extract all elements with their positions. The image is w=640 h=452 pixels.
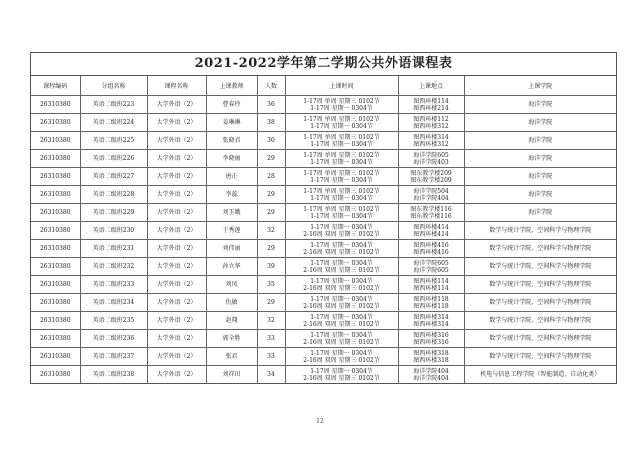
group-name-cell: 英语二级班237	[80, 348, 147, 366]
count-cell: 32	[257, 312, 285, 330]
time-cell	[285, 330, 398, 348]
table-row	[31, 132, 616, 150]
teacher-cell: 张晓君	[206, 132, 257, 150]
count-cell: 29	[257, 204, 285, 222]
course-name-cell: 大学外语（2）	[147, 168, 206, 186]
course-name-cell: 大学外语（2）	[147, 222, 206, 240]
college-cell: 数学与统计学院、空间科学与物理学院	[464, 258, 616, 276]
course-name-cell: 大学外语（2）	[147, 132, 206, 150]
place-line: 图西环楼414	[413, 223, 449, 231]
group-name-cell: 英语二级班238	[80, 366, 147, 384]
place-line: 图西环楼316	[413, 331, 449, 339]
time-line: 1-17周 星期一 0304节	[310, 313, 373, 321]
time-line: 1-17周 单周 星期三 0102节	[303, 97, 380, 105]
time-cell	[285, 186, 398, 204]
place-line: 图东教学楼209	[410, 169, 452, 177]
count-cell: 28	[257, 168, 285, 186]
group-name-cell: 英语二级班235	[80, 312, 147, 330]
time-line: 1-17周 星期一 0304节	[310, 194, 373, 202]
group-name-cell: 英语二级班236	[80, 330, 147, 348]
time-cell	[285, 96, 398, 114]
course-code-cell: 26310380	[31, 312, 80, 330]
teacher-cell: 唐正	[206, 168, 257, 186]
table-row	[31, 204, 616, 222]
place-line: 图西环楼416	[413, 241, 449, 249]
place-cell	[398, 330, 464, 348]
place-line: 图西环楼314	[413, 320, 449, 328]
place-line: 海洋学院404	[413, 374, 449, 382]
header-row	[31, 76, 616, 96]
count-cell: 35	[257, 276, 285, 294]
teacher-cell: 曹春玲	[206, 96, 257, 114]
table-row	[31, 240, 616, 258]
place-line: 图西环楼416	[413, 248, 449, 256]
page-number: 12	[316, 418, 324, 425]
teacher-cell: 李蕊	[206, 186, 257, 204]
header-teacher: 上课教师	[206, 76, 257, 96]
count-cell: 29	[257, 240, 285, 258]
header-place: 上课地点	[398, 76, 464, 96]
count-cell: 30	[257, 132, 285, 150]
course-code-cell: 26310380	[31, 294, 80, 312]
place-line: 海洋学院605	[413, 266, 449, 274]
time-cell	[285, 150, 398, 168]
table-row	[31, 222, 616, 240]
teacher-cell: 孙立华	[206, 258, 257, 276]
schedule-table	[31, 76, 616, 383]
place-cell	[398, 132, 464, 150]
time-cell	[285, 204, 398, 222]
college-cell: 数学与统计学院、空间科学与物理学院	[464, 330, 616, 348]
college-cell: 海洋学院	[464, 204, 616, 222]
time-line: 1-17周 星期一 0304节	[310, 176, 373, 184]
place-line: 图西环楼312	[413, 140, 449, 148]
group-name-cell: 英语二级班228	[80, 186, 147, 204]
table-row	[31, 168, 616, 186]
time-line: 1-17周 单周 星期三 0102节	[303, 169, 380, 177]
college-cell: 海洋学院	[464, 186, 616, 204]
table-row	[31, 312, 616, 330]
count-cell: 38	[257, 114, 285, 132]
teacher-cell: 姜琳琳	[206, 114, 257, 132]
place-cell	[398, 240, 464, 258]
group-name-cell: 英语二级班233	[80, 276, 147, 294]
course-name-cell: 大学外语（2）	[147, 150, 206, 168]
count-cell: 34	[257, 366, 285, 384]
time-line: 2-16周 双周 星期三 0102节	[303, 374, 380, 382]
college-cell: 数学与统计学院、空间科学与物理学院	[464, 348, 616, 366]
time-cell	[285, 348, 398, 366]
course-code-cell: 26310380	[31, 330, 80, 348]
course-name-cell: 大学外语（2）	[147, 258, 206, 276]
place-cell	[398, 258, 464, 276]
time-line: 2-16周 双周 星期三 0102节	[303, 338, 380, 346]
group-name-cell: 英语二级班223	[80, 96, 147, 114]
group-name-cell: 英语二级班232	[80, 258, 147, 276]
course-name-cell: 大学外语（2）	[147, 186, 206, 204]
place-line: 海洋学院404	[413, 194, 449, 202]
table-row	[31, 258, 616, 276]
time-line: 1-17周 单周 星期三 0102节	[303, 205, 380, 213]
table-row	[31, 114, 616, 132]
header-time: 上课时间	[285, 76, 398, 96]
time-cell	[285, 294, 398, 312]
place-line: 图西环楼214	[413, 104, 449, 112]
header-group-name: 分组名称	[80, 76, 147, 96]
college-cell: 数学与统计学院、空间科学与物理学院	[464, 294, 616, 312]
college-cell: 数学与统计学院、空间科学与物理学院	[464, 276, 616, 294]
place-line: 图西环楼118	[413, 295, 449, 303]
table-row	[31, 366, 616, 384]
group-name-cell: 英语二级班224	[80, 114, 147, 132]
place-line: 图西环楼316	[413, 338, 449, 346]
course-name-cell: 大学外语（2）	[147, 312, 206, 330]
college-cell: 数学与统计学院、空间科学与物理学院	[464, 222, 616, 240]
course-code-cell: 26310380	[31, 114, 80, 132]
time-line: 1-17周 星期一 0304节	[310, 241, 373, 249]
time-cell	[285, 312, 398, 330]
time-line: 1-17周 星期一 0304节	[310, 122, 373, 130]
course-name-cell: 大学外语（2）	[147, 114, 206, 132]
group-name-cell: 英语二级班227	[80, 168, 147, 186]
course-name-cell: 大学外语（2）	[147, 276, 206, 294]
count-cell: 33	[257, 330, 285, 348]
place-line: 图西环楼318	[413, 349, 449, 357]
course-code-cell: 26310380	[31, 186, 80, 204]
time-line: 1-17周 单周 星期三 0102节	[303, 133, 380, 141]
place-line: 图西环楼318	[413, 356, 449, 364]
place-cell	[398, 96, 464, 114]
header-course-code: 课程编码	[31, 76, 80, 96]
place-cell	[398, 150, 464, 168]
course-code-cell: 26310380	[31, 258, 80, 276]
count-cell: 29	[257, 186, 285, 204]
time-line: 1-17周 单周 星期三 0102节	[303, 115, 380, 123]
course-code-cell: 26310380	[31, 132, 80, 150]
time-line: 1-17周 星期一 0304节	[310, 349, 373, 357]
header-college: 上课学院	[464, 76, 616, 96]
place-line: 海洋学院605	[413, 151, 449, 159]
place-cell	[398, 222, 464, 240]
group-name-cell: 英语二级班231	[80, 240, 147, 258]
place-line: 图东教学楼116	[410, 205, 452, 213]
place-line: 图西环楼114	[413, 277, 449, 285]
count-cell: 33	[257, 348, 285, 366]
place-line: 图西环楼118	[413, 302, 449, 310]
group-name-cell: 英语二级班234	[80, 294, 147, 312]
place-line: 图西环楼314	[413, 313, 449, 321]
course-code-cell: 26310380	[31, 240, 80, 258]
course-name-cell: 大学外语（2）	[147, 204, 206, 222]
place-cell	[398, 168, 464, 186]
place-cell	[398, 204, 464, 222]
time-line: 1-17周 星期一 0304节	[310, 158, 373, 166]
course-name-cell: 大学外语（2）	[147, 348, 206, 366]
group-name-cell: 英语二级班229	[80, 204, 147, 222]
place-cell	[398, 312, 464, 330]
time-cell	[285, 276, 398, 294]
count-cell: 29	[257, 294, 285, 312]
group-name-cell: 英语二级班225	[80, 132, 147, 150]
college-cell: 海洋学院	[464, 150, 616, 168]
time-line: 2-16周 双周 星期三 0102节	[303, 356, 380, 364]
place-cell	[398, 186, 464, 204]
time-line: 1-17周 星期一 0304节	[310, 140, 373, 148]
place-cell	[398, 276, 464, 294]
count-cell: 39	[257, 258, 285, 276]
table-row	[31, 186, 616, 204]
course-code-cell: 26310380	[31, 168, 80, 186]
time-line: 2-16周 双周 星期三 0102节	[303, 266, 380, 274]
course-code-cell: 26310380	[31, 96, 80, 114]
table-body	[31, 96, 616, 384]
teacher-cell: 于秀莲	[206, 222, 257, 240]
course-code-cell: 26310380	[31, 222, 80, 240]
course-name-cell: 大学外语（2）	[147, 330, 206, 348]
header-course-name: 课程名称	[147, 76, 206, 96]
teacher-cell: 刘凤	[206, 276, 257, 294]
table-row	[31, 348, 616, 366]
time-line: 1-17周 单周 星期三 0102节	[303, 187, 380, 195]
schedule-sheet	[30, 52, 617, 384]
time-cell	[285, 366, 398, 384]
course-code-cell: 26310380	[31, 276, 80, 294]
time-line: 1-17周 星期一 0304节	[310, 259, 373, 267]
place-line: 图西环楼414	[413, 230, 449, 238]
college-cell: 海洋学院	[464, 132, 616, 150]
time-line: 2-16周 双周 星期三 0102节	[303, 248, 380, 256]
count-cell: 29	[257, 150, 285, 168]
place-line: 海洋学院605	[413, 259, 449, 267]
course-name-cell: 大学外语（2）	[147, 294, 206, 312]
place-line: 图西环楼112	[413, 115, 449, 123]
place-line: 图西环楼312	[413, 122, 449, 130]
place-line: 图西环楼314	[413, 133, 449, 141]
time-line: 1-17周 星期一 0304节	[310, 212, 373, 220]
course-name-cell: 大学外语（2）	[147, 240, 206, 258]
place-cell	[398, 366, 464, 384]
place-cell	[398, 294, 464, 312]
course-code-cell: 26310380	[31, 150, 80, 168]
place-cell	[398, 114, 464, 132]
time-line: 1-17周 星期一 0304节	[310, 104, 373, 112]
table-title: 2021-2022学年第二学期公共外语课程表	[31, 53, 616, 76]
time-line: 1-17周 星期一 0304节	[310, 295, 373, 303]
teacher-cell: 张君	[206, 348, 257, 366]
college-cell: 海洋学院	[464, 96, 616, 114]
time-cell	[285, 114, 398, 132]
time-line: 2-16周 双周 星期三 0102节	[303, 320, 380, 328]
header-count: 人数	[257, 76, 285, 96]
time-line: 1-17周 星期一 0304节	[310, 223, 373, 231]
course-code-cell: 26310380	[31, 348, 80, 366]
course-code-cell: 26310380	[31, 204, 80, 222]
time-line: 1-17周 星期一 0304节	[310, 331, 373, 339]
time-line: 2-16周 双周 星期三 0102节	[303, 302, 380, 310]
teacher-cell: 刘祥田	[206, 366, 257, 384]
college-cell: 海洋学院	[464, 168, 616, 186]
time-cell	[285, 222, 398, 240]
course-name-cell: 大学外语（2）	[147, 96, 206, 114]
time-line: 1-17周 星期一 0304节	[310, 277, 373, 285]
teacher-cell: 刘伟丽	[206, 240, 257, 258]
place-cell	[398, 348, 464, 366]
teacher-cell: 刘玉娥	[206, 204, 257, 222]
group-name-cell: 英语二级班226	[80, 150, 147, 168]
place-line: 海洋学院504	[413, 187, 449, 195]
teacher-cell: 李晓丽	[206, 150, 257, 168]
place-line: 海洋学院403	[413, 158, 449, 166]
count-cell: 36	[257, 96, 285, 114]
time-line: 2-16周 双周 星期三 0102节	[303, 230, 380, 238]
college-cell: 数学与统计学院、空间科学与物理学院	[464, 240, 616, 258]
time-cell	[285, 168, 398, 186]
table-row	[31, 96, 616, 114]
table-row	[31, 294, 616, 312]
table-row	[31, 330, 616, 348]
course-name-cell: 大学外语（2）	[147, 366, 206, 384]
place-line: 图东教学楼209	[410, 176, 452, 184]
time-cell	[285, 240, 398, 258]
teacher-cell: 郭全胜	[206, 330, 257, 348]
college-cell: 海洋学院	[464, 114, 616, 132]
college-cell: 数学与统计学院、空间科学与物理学院	[464, 312, 616, 330]
place-line: 图西环楼114	[413, 97, 449, 105]
place-line: 海洋学院404	[413, 367, 449, 375]
time-cell	[285, 258, 398, 276]
table-row	[31, 150, 616, 168]
teacher-cell: 仇敏	[206, 294, 257, 312]
college-cell: 机电与信息工程学院（智能制造、自动化类）	[464, 366, 616, 384]
time-line: 2-16周 双周 星期三 0102节	[303, 284, 380, 292]
time-line: 1-17周 星期一 0304节	[310, 367, 373, 375]
place-line: 图东教学楼116	[410, 212, 452, 220]
group-name-cell: 英语二级班230	[80, 222, 147, 240]
course-code-cell: 26310380	[31, 366, 80, 384]
count-cell: 32	[257, 222, 285, 240]
time-line: 1-17周 单周 星期三 0102节	[303, 151, 380, 159]
place-line: 图西环楼114	[413, 284, 449, 292]
time-cell	[285, 132, 398, 150]
table-row	[31, 276, 616, 294]
teacher-cell: 赵翔	[206, 312, 257, 330]
